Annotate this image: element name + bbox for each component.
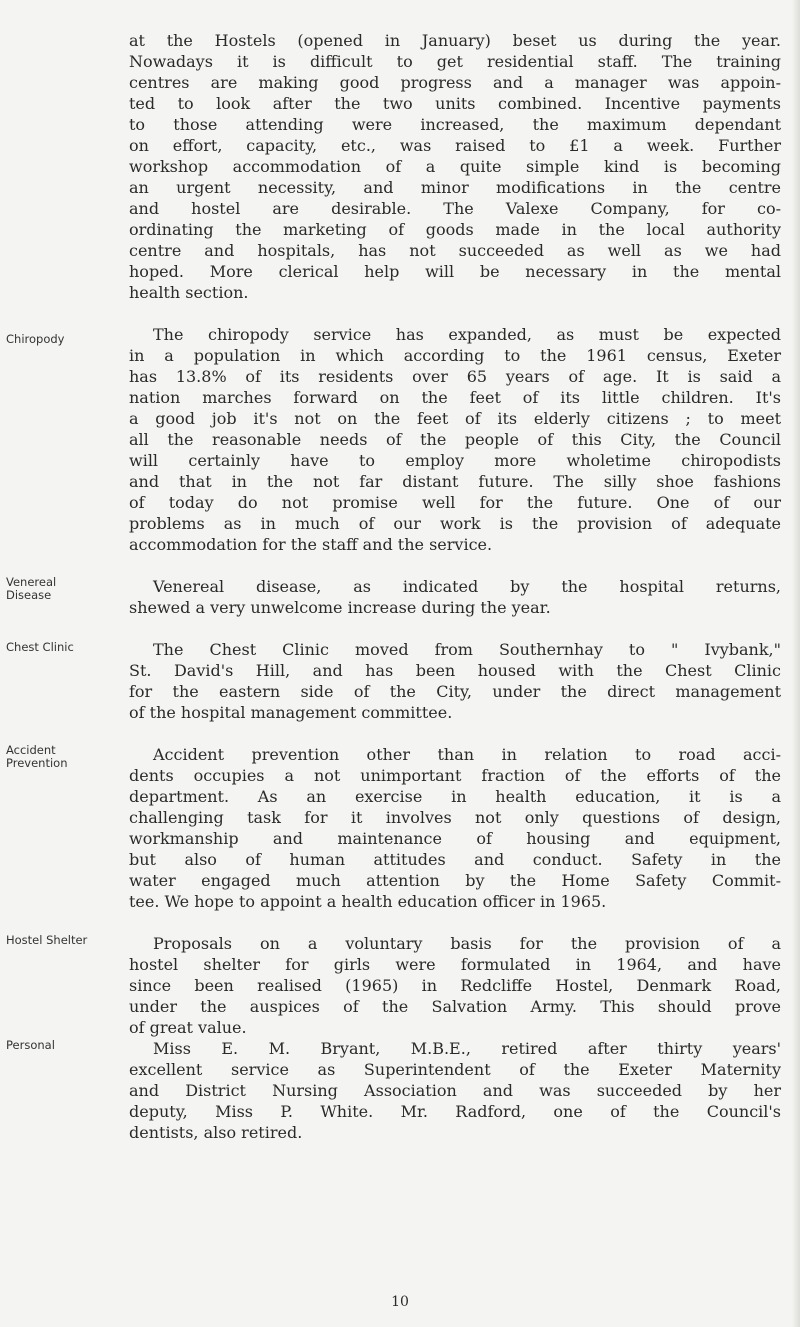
text-line: problems as in much of our work is the provision of adequate (129, 514, 781, 533)
text-line: hostel shelter for girls were formulated in 1964, and have (129, 955, 781, 974)
text-line: Miss E. M. Bryant, M.B.E., retired after thirty years' (153, 1039, 781, 1058)
side-heading-chiropody: Chiropody (6, 332, 65, 346)
text-line: nation marches forward on the feet of its little children. It's (129, 388, 781, 407)
side-heading-personal: Personal (6, 1038, 55, 1052)
paragraph-chest-clinic (129, 639, 781, 723)
text-line: in a population in which according to the 1961 census, Exeter (129, 346, 781, 365)
text-line: an urgent necessity, and minor modifications in the centre (129, 178, 781, 197)
text-line: Proposals on a voluntary basis for the provision of a (153, 934, 781, 953)
page-edge-shadow (792, 0, 800, 1327)
text-line: deputy, Miss P. White. Mr. Radford, one of the Council's (129, 1102, 781, 1121)
text-line: accommodation for the staff and the service. (129, 535, 493, 554)
text-line: water engaged much attention by the Home Safety Commit- (129, 871, 781, 890)
side-heading-chest-clinic: Chest Clinic (6, 640, 74, 654)
text-line: a good job it's not on the feet of its elderly citizens ; to meet (129, 409, 781, 428)
text-line: centres are making good progress and a manager was appoin- (129, 73, 781, 92)
text-line: The Chest Clinic moved from Southernhay to " Ivybank," (153, 640, 781, 659)
text-line: St. David's Hill, and has been housed with the Chest Clinic (129, 661, 781, 680)
text-line: Venereal disease, as indicated by the hospital returns, (153, 577, 781, 596)
text-line: has 13.8% of its residents over 65 years of age. It is said a (129, 367, 781, 386)
text-line: excellent service as Superintendent of the Exeter Maternity (129, 1060, 781, 1079)
side-heading-accident-prevention: Accident Prevention (6, 743, 68, 770)
text-line: to those attending were increased, the maximum dependant (129, 115, 781, 134)
text-line: of the hospital management committee. (129, 703, 453, 722)
text-line: hoped. More clerical help will be necessary in the mental (129, 262, 781, 281)
paragraph-chiropody (129, 324, 781, 555)
page-number: 10 (391, 1294, 409, 1310)
text-line: will certainly have to employ more wholetime chiropodists (129, 451, 781, 470)
text-line: at the Hostels (opened in January) beset us during the year. (129, 31, 781, 50)
text-line: centre and hospitals, has not succeeded as well as we had (129, 241, 781, 260)
text-line: but also of human attitudes and conduct. Safety in the (129, 850, 781, 869)
text-line: for the eastern side of the City, under the direct management (129, 682, 781, 701)
text-line: department. As an exercise in health education, it is a (129, 787, 781, 806)
text-line: health section. (129, 283, 249, 302)
text-line: all the reasonable needs of the people of this City, the Council (129, 430, 781, 449)
side-heading-venereal-disease: Venereal Disease (6, 575, 57, 602)
paragraph-hostel-shelter (129, 933, 781, 1038)
text-line: on effort, capacity, etc., was raised to £1 a week. Further (129, 136, 781, 155)
text-line: and District Nursing Association and was succeeded by her (129, 1081, 781, 1100)
text-line: workshop accommodation of a quite simple kind is becoming (129, 157, 781, 176)
paragraph-accident-prevention (129, 744, 781, 912)
text-line: Accident prevention other than in relation to road acci- (153, 745, 781, 764)
text-line: of today do not promise well for the future. One of our (129, 493, 781, 512)
text-line: shewed a very unwelcome increase during the year. (129, 598, 551, 617)
text-line: and that in the not far distant future. The silly shoe fashions (129, 472, 781, 491)
text-line: dents occupies a not unimportant fraction of the efforts of the (129, 766, 781, 785)
text-line: workmanship and maintenance of housing and equipment, (129, 829, 781, 848)
paragraph-intro (129, 30, 781, 303)
text-line: ted to look after the two units combined. Incentive payments (129, 94, 781, 113)
text-line: dentists, also retired. (129, 1123, 303, 1142)
text-line: since been realised (1965) in Redcliffe Hostel, Denmark Road, (129, 976, 781, 995)
text-line: under the auspices of the Salvation Army. This should prove (129, 997, 781, 1016)
text-line: tee. We hope to appoint a health education officer in 1965. (129, 892, 607, 911)
text-line: Nowadays it is difficult to get residential staff. The training (129, 52, 781, 71)
text-line: challenging task for it involves not only questions of design, (129, 808, 781, 827)
side-heading-hostel-shelter: Hostel Shelter (6, 933, 88, 947)
paragraph-personal (129, 1038, 781, 1143)
text-line: ordinating the marketing of goods made in the local authority (129, 220, 781, 239)
text-line: of great value. (129, 1018, 247, 1037)
text-line: and hostel are desirable. The Valexe Company, for co- (129, 199, 781, 218)
text-line: The chiropody service has expanded, as must be expected (153, 325, 781, 344)
paragraph-venereal (129, 576, 781, 618)
